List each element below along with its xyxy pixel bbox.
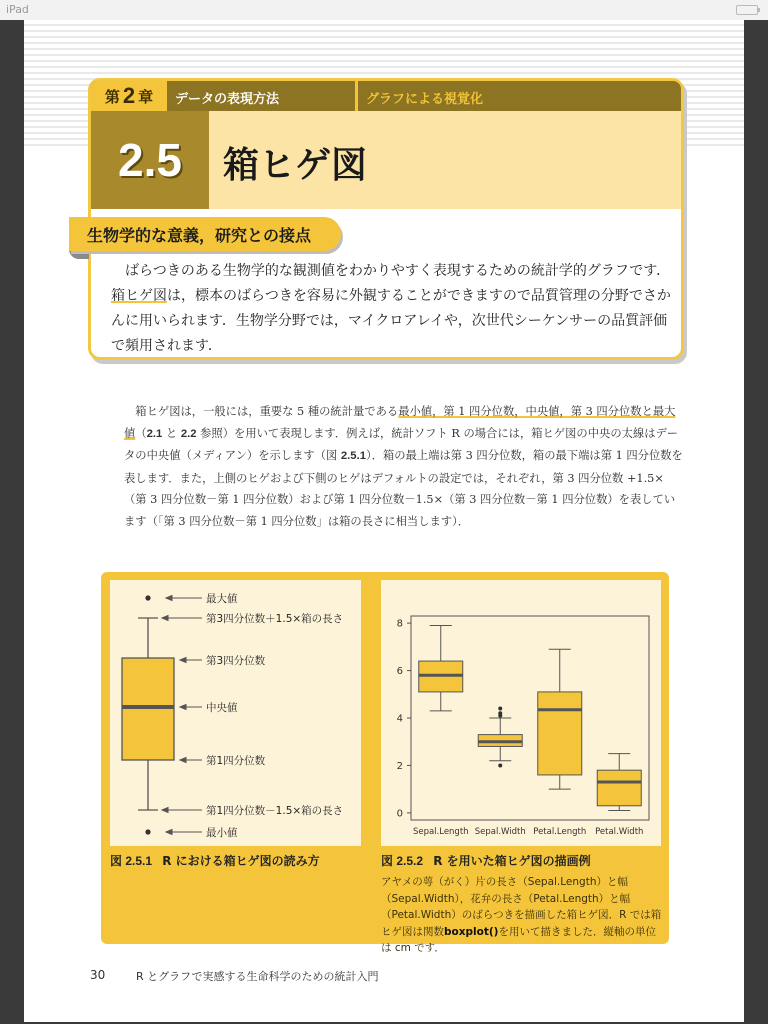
y-tick-label: 4 <box>396 713 403 725</box>
ribbon-heading: 生物学的な意義，研究との接点 <box>69 217 341 251</box>
body-ref-2-2: 2.2 <box>180 427 197 440</box>
label-max: 最大値 <box>206 593 238 605</box>
status-bar <box>0 0 768 20</box>
figure2-caption-number: 図 2.5.2 <box>381 854 424 868</box>
body-s1: 箱ヒゲ図は，一般には，重要な 5 種の統計量である <box>135 405 399 418</box>
max-point <box>145 595 150 600</box>
chapter-number: 2 <box>122 83 136 108</box>
x-tick-label: Petal.Length <box>533 827 587 837</box>
body-ref-2-1: 2.1 <box>146 427 163 440</box>
body-s3: と <box>162 426 181 440</box>
page-number: 30 <box>90 968 106 982</box>
label-q1: 第1四分位数 <box>206 755 266 767</box>
figure1-caption <box>110 852 320 869</box>
label-q3: 第3四分位数 <box>206 655 266 667</box>
book-title: R とグラフで実感する生命科学のための統計入門 <box>136 970 379 983</box>
intro-highlight: 箱ヒゲ図 <box>111 288 167 304</box>
body-s4: 参照）を用いて表現します．例えば，統計ソフト R の場合には，箱ヒゲ図の中央の太線はデータの中央値（メディアン）を示します（図 <box>124 426 679 462</box>
y-tick-label: 6 <box>396 666 403 678</box>
x-tick-label: Sepal.Width <box>474 827 526 837</box>
x-tick-label: Sepal.Length <box>412 827 469 837</box>
figure2-desc-part2: を用いて描きました．縦軸の単位は cm です． <box>381 925 656 954</box>
chapter-number-badge <box>91 81 167 111</box>
chapter-subtitle: グラフによる視覚化 <box>355 81 681 111</box>
box-Petal.Width <box>597 770 641 806</box>
figure1-caption-text: R における箱ヒゲ図の読み方 <box>162 854 320 868</box>
chapter-prefix: 第 <box>104 87 120 106</box>
figure2-caption <box>381 852 591 869</box>
chapter-suffix: 章 <box>138 87 154 106</box>
chapter-title: データの表現方法 <box>175 92 280 107</box>
body-highlight: 最小値，第 1 四分位数，中央値，第 3 四分位数と最大値 <box>124 405 676 440</box>
label-median: 中央値 <box>206 702 238 714</box>
body-paragraph <box>124 401 684 532</box>
y-tick-label: 0 <box>396 808 403 820</box>
section-number: 2.5 <box>91 111 209 209</box>
book-page[interactable] <box>24 20 744 1022</box>
body-s2: （ <box>135 426 147 440</box>
outlier-point <box>498 707 502 711</box>
x-tick-label: Petal.Width <box>595 827 644 837</box>
figure2-code: boxplot() <box>444 925 499 938</box>
figure-panel <box>101 572 669 954</box>
anatomy-svg <box>110 580 361 846</box>
section-title-bar <box>209 111 681 209</box>
body-ref-fig-2-5-1: 2.5.1 <box>340 450 367 462</box>
outlier-point <box>498 763 502 767</box>
body-s5: ）．箱の最上端は第 3 四分位数，箱の最下端は第 1 四分位数を表します．また，上側のヒゲおよび下側のヒゲはデフォルトの設定では，それぞれ，第 3 四分位数 +1.5×（第 3 四分位数－第 1 四分位数）および第 1 四分位数－1.5×（第 3 四分位数－第 1 四分位数）を表しています（「第 3 四分位数－第 1 四分位数」は箱の長さに相当します）． <box>124 449 683 528</box>
chapter-bar <box>91 81 681 111</box>
label-upper-whisker: 第3四分位数＋1.5×箱の長さ <box>206 613 344 625</box>
intro-paragraph <box>111 259 671 359</box>
label-min: 最小値 <box>206 827 238 839</box>
battery-icon <box>736 5 758 15</box>
boxplot-chart <box>381 580 661 846</box>
intro-part1: ばらつきのある生物学的な観測値をわかりやすく表現するための統計学的グラフです． <box>125 263 671 279</box>
carrier-label: iPad <box>6 3 29 16</box>
intro-part2: は，標本のばらつきを容易に外観することができますので品質管理の分野でさかんに用いられます．生物学分野では，マイクロアレイや，次世代シーケンサーの品質評価で頻用されます． <box>111 288 671 354</box>
box-Petal.Length <box>538 692 582 775</box>
figure-boxplot-anatomy <box>110 580 361 846</box>
section-title: 箱ヒゲ図 <box>223 145 368 186</box>
figure2-desc-part1: アヤメの萼（がく）片の長さ（Sepal.Length）と幅（Sepal.Width），花弁の長さ（Petal.Length）と幅（Petal.Width）のばらつきを描画した箱ヒゲ図．R では箱ヒゲ図は関数 <box>381 876 662 938</box>
figure1-caption-number: 図 2.5.1 <box>110 854 153 868</box>
outlier-point <box>498 714 502 718</box>
figure2-description <box>381 874 663 957</box>
y-tick-label: 8 <box>396 618 403 630</box>
label-lower-whisker: 第1四分位数－1.5×箱の長さ <box>206 805 344 817</box>
figure-iris-boxplot <box>381 580 661 846</box>
section-header-box <box>88 78 684 360</box>
figure2-caption-text: R を用いた箱ヒゲ図の描画例 <box>433 854 591 868</box>
min-point <box>145 829 150 834</box>
y-tick-label: 2 <box>396 760 403 772</box>
